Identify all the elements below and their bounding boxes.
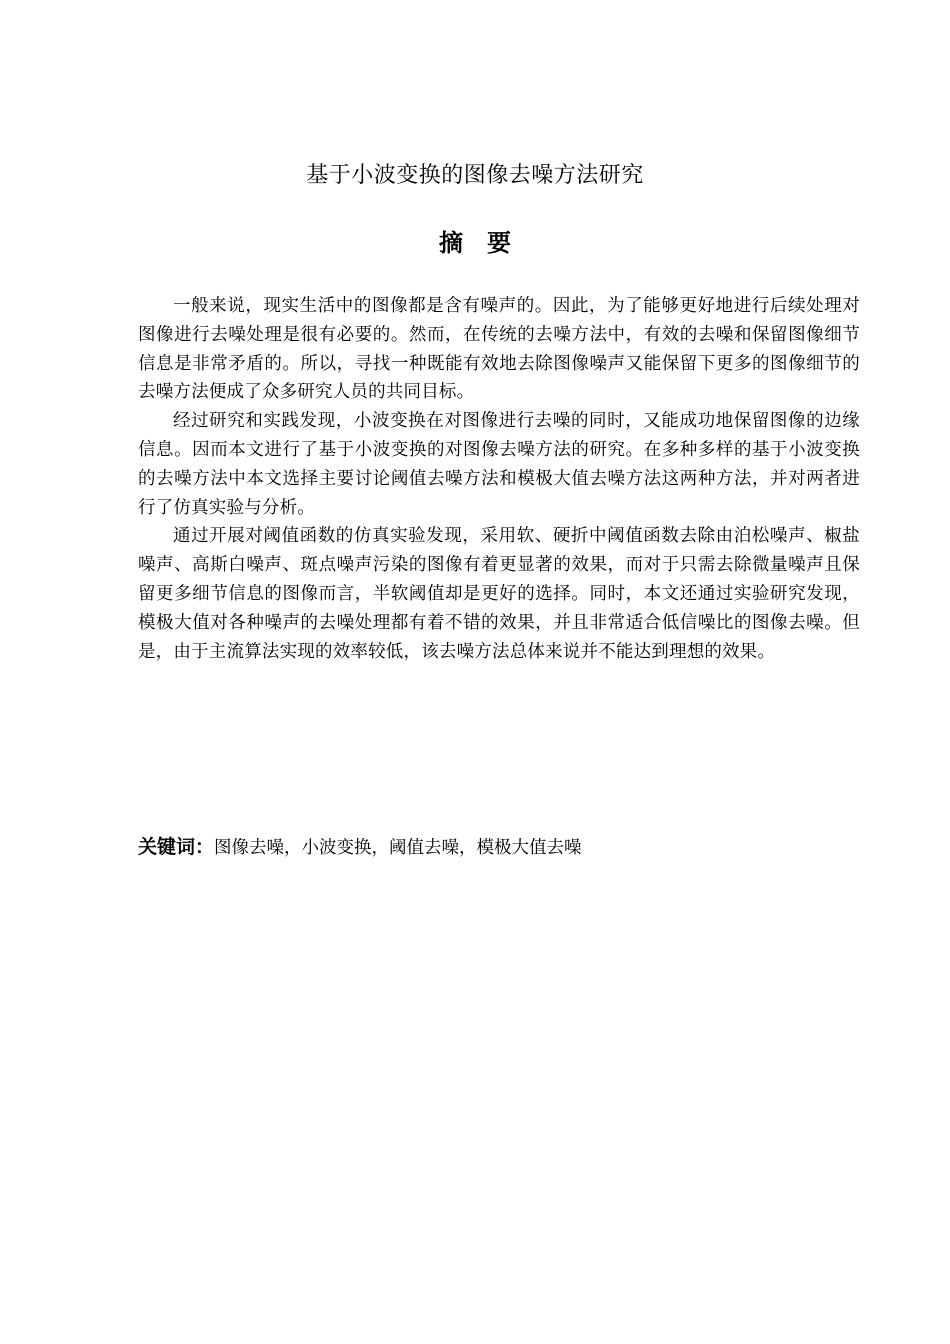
abstract-paragraph-3: 通过开展对阈值函数的仿真实验发现，采用软、硬折中阈值函数去除由泊松噪声、椒盐噪声、高斯白噪声、斑点噪声污染的图像有着更显著的效果，而对于只需去除微量噪声且保留更多细节信息的图像而言，半软阈值却是更好的选择。同时，本文还通过实验研究发现，模极大值对各种噪声的去噪处理都有着不错的效果，并且非常适合低信噪比的图像去噪。但是，由于主流算法实现的效率较低，该去噪方法总体来说并不能达到理想的效果。 (138, 526, 860, 662)
abstract-paragraph-1: 一般来说，现实生活中的图像都是含有噪声的。因此，为了能够更好地进行后续处理对图像进行去噪处理是很有必要的。然而，在传统的去噪方法中，有效的去噪和保留图像细节信息是非常矛盾的。所以，寻找一种既能有效地去除图像噪声又能保留下更多的图像细节的去噪方法便成了众多研究人员的共同目标。 (138, 296, 860, 403)
paper-title: 基于小波变换的图像去噪方法研究 (306, 163, 644, 188)
keywords-label: 关键词： (138, 836, 215, 858)
abstract-paragraph-2: 经过研究和实践发现，小波变换在对图像进行去噪的同时，又能成功地保留图像的边缘信息。因而本文进行了基于小波变换的对图像去噪方法的研究。在多种多样的基于小波变换的去噪方法中本文选择主要讨论阈值去噪方法和模极大值去噪方法这两种方法，并对两者进行了仿真实验与分析。 (138, 411, 860, 518)
keywords-line (138, 833, 860, 862)
abstract-heading: 摘 要 (439, 229, 511, 257)
keywords-text: 图像去噪，小波变换，阈值去噪，模极大值去噪 (214, 838, 582, 858)
abstract-body (138, 292, 860, 666)
